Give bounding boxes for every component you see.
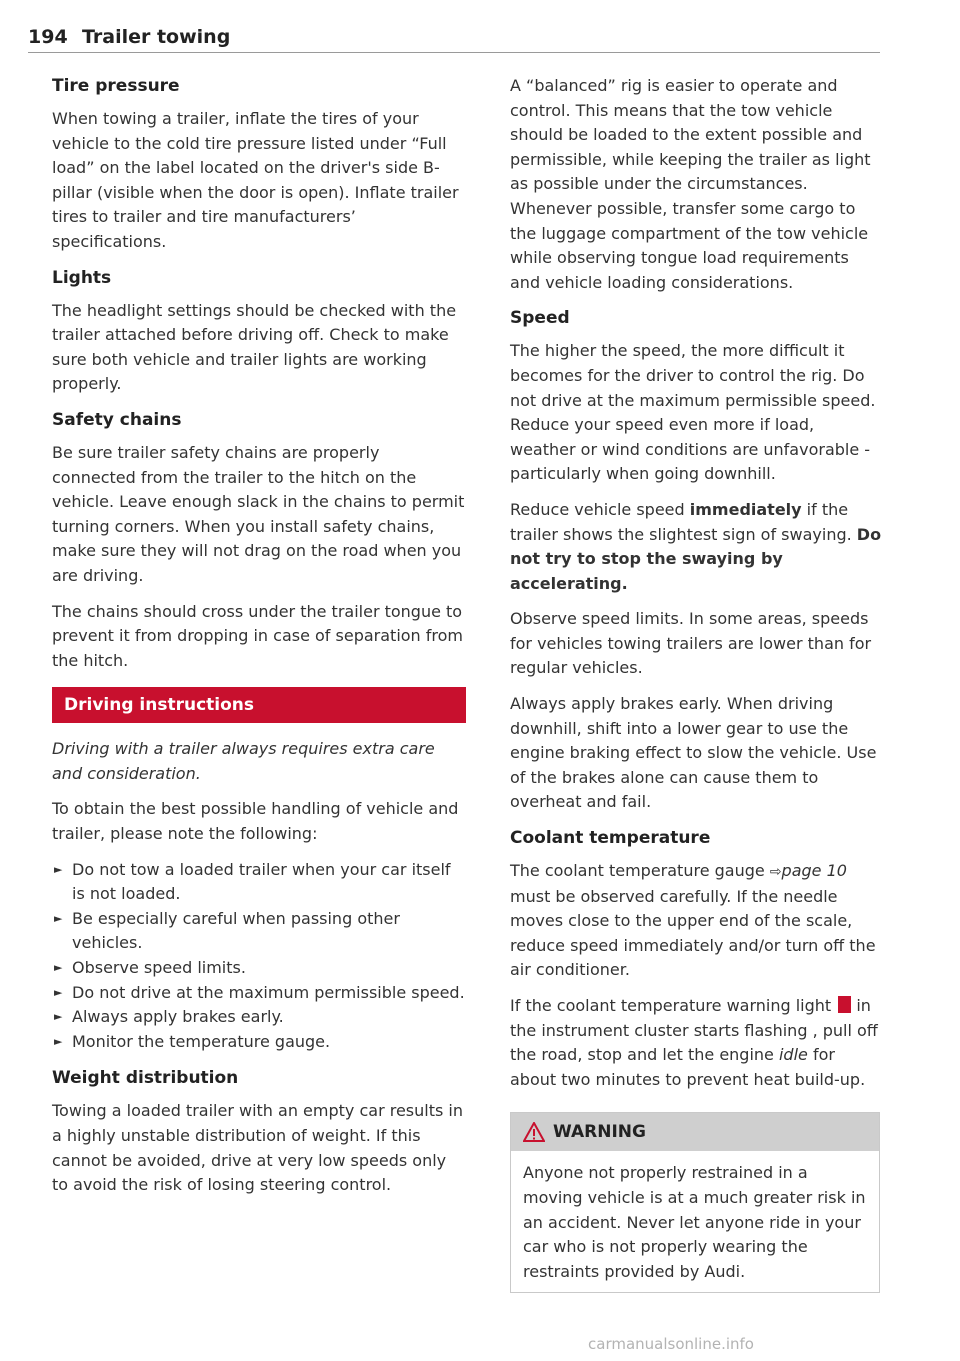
warning-body — [511, 1151, 879, 1292]
warning-triangle-icon — [523, 1122, 545, 1142]
coolant-heading: Coolant temperature — [510, 828, 711, 849]
bullet-arrow-icon: ► — [54, 862, 63, 876]
page-number: 194 — [28, 26, 68, 48]
page-header — [28, 22, 880, 53]
list-item: ► Monitor the temperature gauge. — [52, 1030, 466, 1055]
watermark: carmanualsonline.info — [588, 1335, 754, 1353]
warning-box — [510, 1112, 880, 1293]
bullet-arrow-icon: ► — [54, 1034, 63, 1048]
lights-heading: Lights — [52, 267, 112, 288]
tire-pressure-text: When towing a trailer, inflate the tires of your vehicle to the cold tire pressure listed under “Full load” on the label located on the driver's side B-pillar (visible when the door is open). Inflate trailer tires to trailer and tire manufacturers’ specifications. — [52, 109, 459, 251]
coolant-gauge-text: The coolant temperature gauge ⇨page 10 must be observed carefully. If the needle moves close to the upper end of the scale, reduce speed immediately and/or turn off the air conditioner. — [510, 861, 876, 980]
reference-arrow-icon: ⇨ — [769, 864, 782, 881]
weight-distribution-heading: Weight distribution — [52, 1068, 239, 1089]
driving-lead: To obtain the best possible handling of vehicle and trailer, please note the following: — [52, 799, 459, 844]
bullet-arrow-icon: ► — [54, 985, 63, 999]
driving-bullet-list — [52, 858, 466, 1055]
tire-pressure-heading: Tire pressure — [52, 76, 180, 96]
list-item: ► Always apply brakes early. — [52, 1005, 466, 1030]
warning-text: Anyone not properly restrained in a moving vehicle is at a much greater risk in an accident. Never let anyone ride in your car who is not properly wearing the restraints provided by Audi. — [523, 1163, 866, 1281]
speed-text: The higher the speed, the more difficult it becomes for the driver to control the rig. Do not drive at the maximum permissible speed. Reduce your speed even more if load, weather or wind conditions are unfavorable - particularly when going downhill. — [510, 341, 876, 484]
speed-limits-text: Observe speed limits. In some areas, speeds for vehicles towing trailers are lower than for regular vehicles. — [510, 609, 872, 678]
balanced-rig-text: A “balanced” rig is easier to operate and control. This means that the tow vehicle should be loaded to the extent possible and permissible, while keeping the trailer as light as possible under the circumstances. Whenever possible, transfer some cargo to the luggage compartment of the tow vehicle while observing tongue load requirements and vehicle loading considerations. — [510, 76, 871, 292]
coolant-warning-light-icon — [838, 996, 851, 1013]
lights-text: The headlight settings should be checked with the trailer attached before driving off. Check to make sure both vehicle and trailer lights are working properly. — [52, 300, 457, 394]
safety-chains-text-2: The chains should cross under the trailer tongue to prevent it from dropping in case of separation from the hitch. — [52, 601, 464, 670]
bullet-arrow-icon: ► — [54, 961, 63, 975]
speed-heading: Speed — [510, 308, 570, 329]
bullet-arrow-icon: ► — [54, 1010, 63, 1024]
chapter-title: Trailer towing — [82, 26, 231, 48]
speed-swaying-text: Reduce vehicle speed immediately if the trailer shows the slightest sign of swaying. Do not try to stop the swaying by accelerating. — [510, 499, 882, 593]
warning-title: WARNING — [553, 1122, 646, 1143]
left-column — [52, 74, 466, 1209]
page-reference-link[interactable]: page 10 — [781, 861, 847, 881]
list-item: ► Do not tow a loaded trailer when your car itself is not loaded. — [54, 859, 451, 904]
brakes-text: Always apply brakes early. When driving downhill, shift into a lower gear to use the engine braking effect to slow the vehicle. Use of the brakes alone can cause them to overheat and fail. — [510, 694, 877, 812]
safety-chains-heading: Safety chains — [52, 409, 182, 430]
coolant-warning-text: If the coolant temperature warning light in the instrument cluster starts flashing , pull off the road, stop and let the engine idle for about two minutes to prevent heat build-up. — [510, 996, 878, 1089]
list-item: ► Do not drive at the maximum permissible speed. — [52, 981, 466, 1006]
list-item: ► Be especially careful when passing other vehicles. — [54, 908, 400, 953]
driving-intro: Driving with a trailer always requires extra care and consideration. — [52, 739, 435, 783]
warning-header — [511, 1113, 879, 1151]
right-column — [510, 74, 882, 1293]
weight-distribution-text: Towing a loaded trailer with an empty car results in a highly unstable distribution of weight. If this cannot be avoided, drive at very low speeds only to avoid the risk of losing steering control. — [52, 1101, 463, 1195]
bullet-arrow-icon: ► — [54, 911, 63, 925]
list-item: ► Observe speed limits. — [52, 956, 466, 981]
driving-instructions-banner: Driving instructions — [52, 687, 466, 723]
safety-chains-text: Be sure trailer safety chains are properly connected from the trailer to the hitch on the vehicle. Leave enough slack in the chains to permit turning corners. When you install safety chains, make sure they will not drag on the road when you are driving. — [52, 442, 465, 585]
